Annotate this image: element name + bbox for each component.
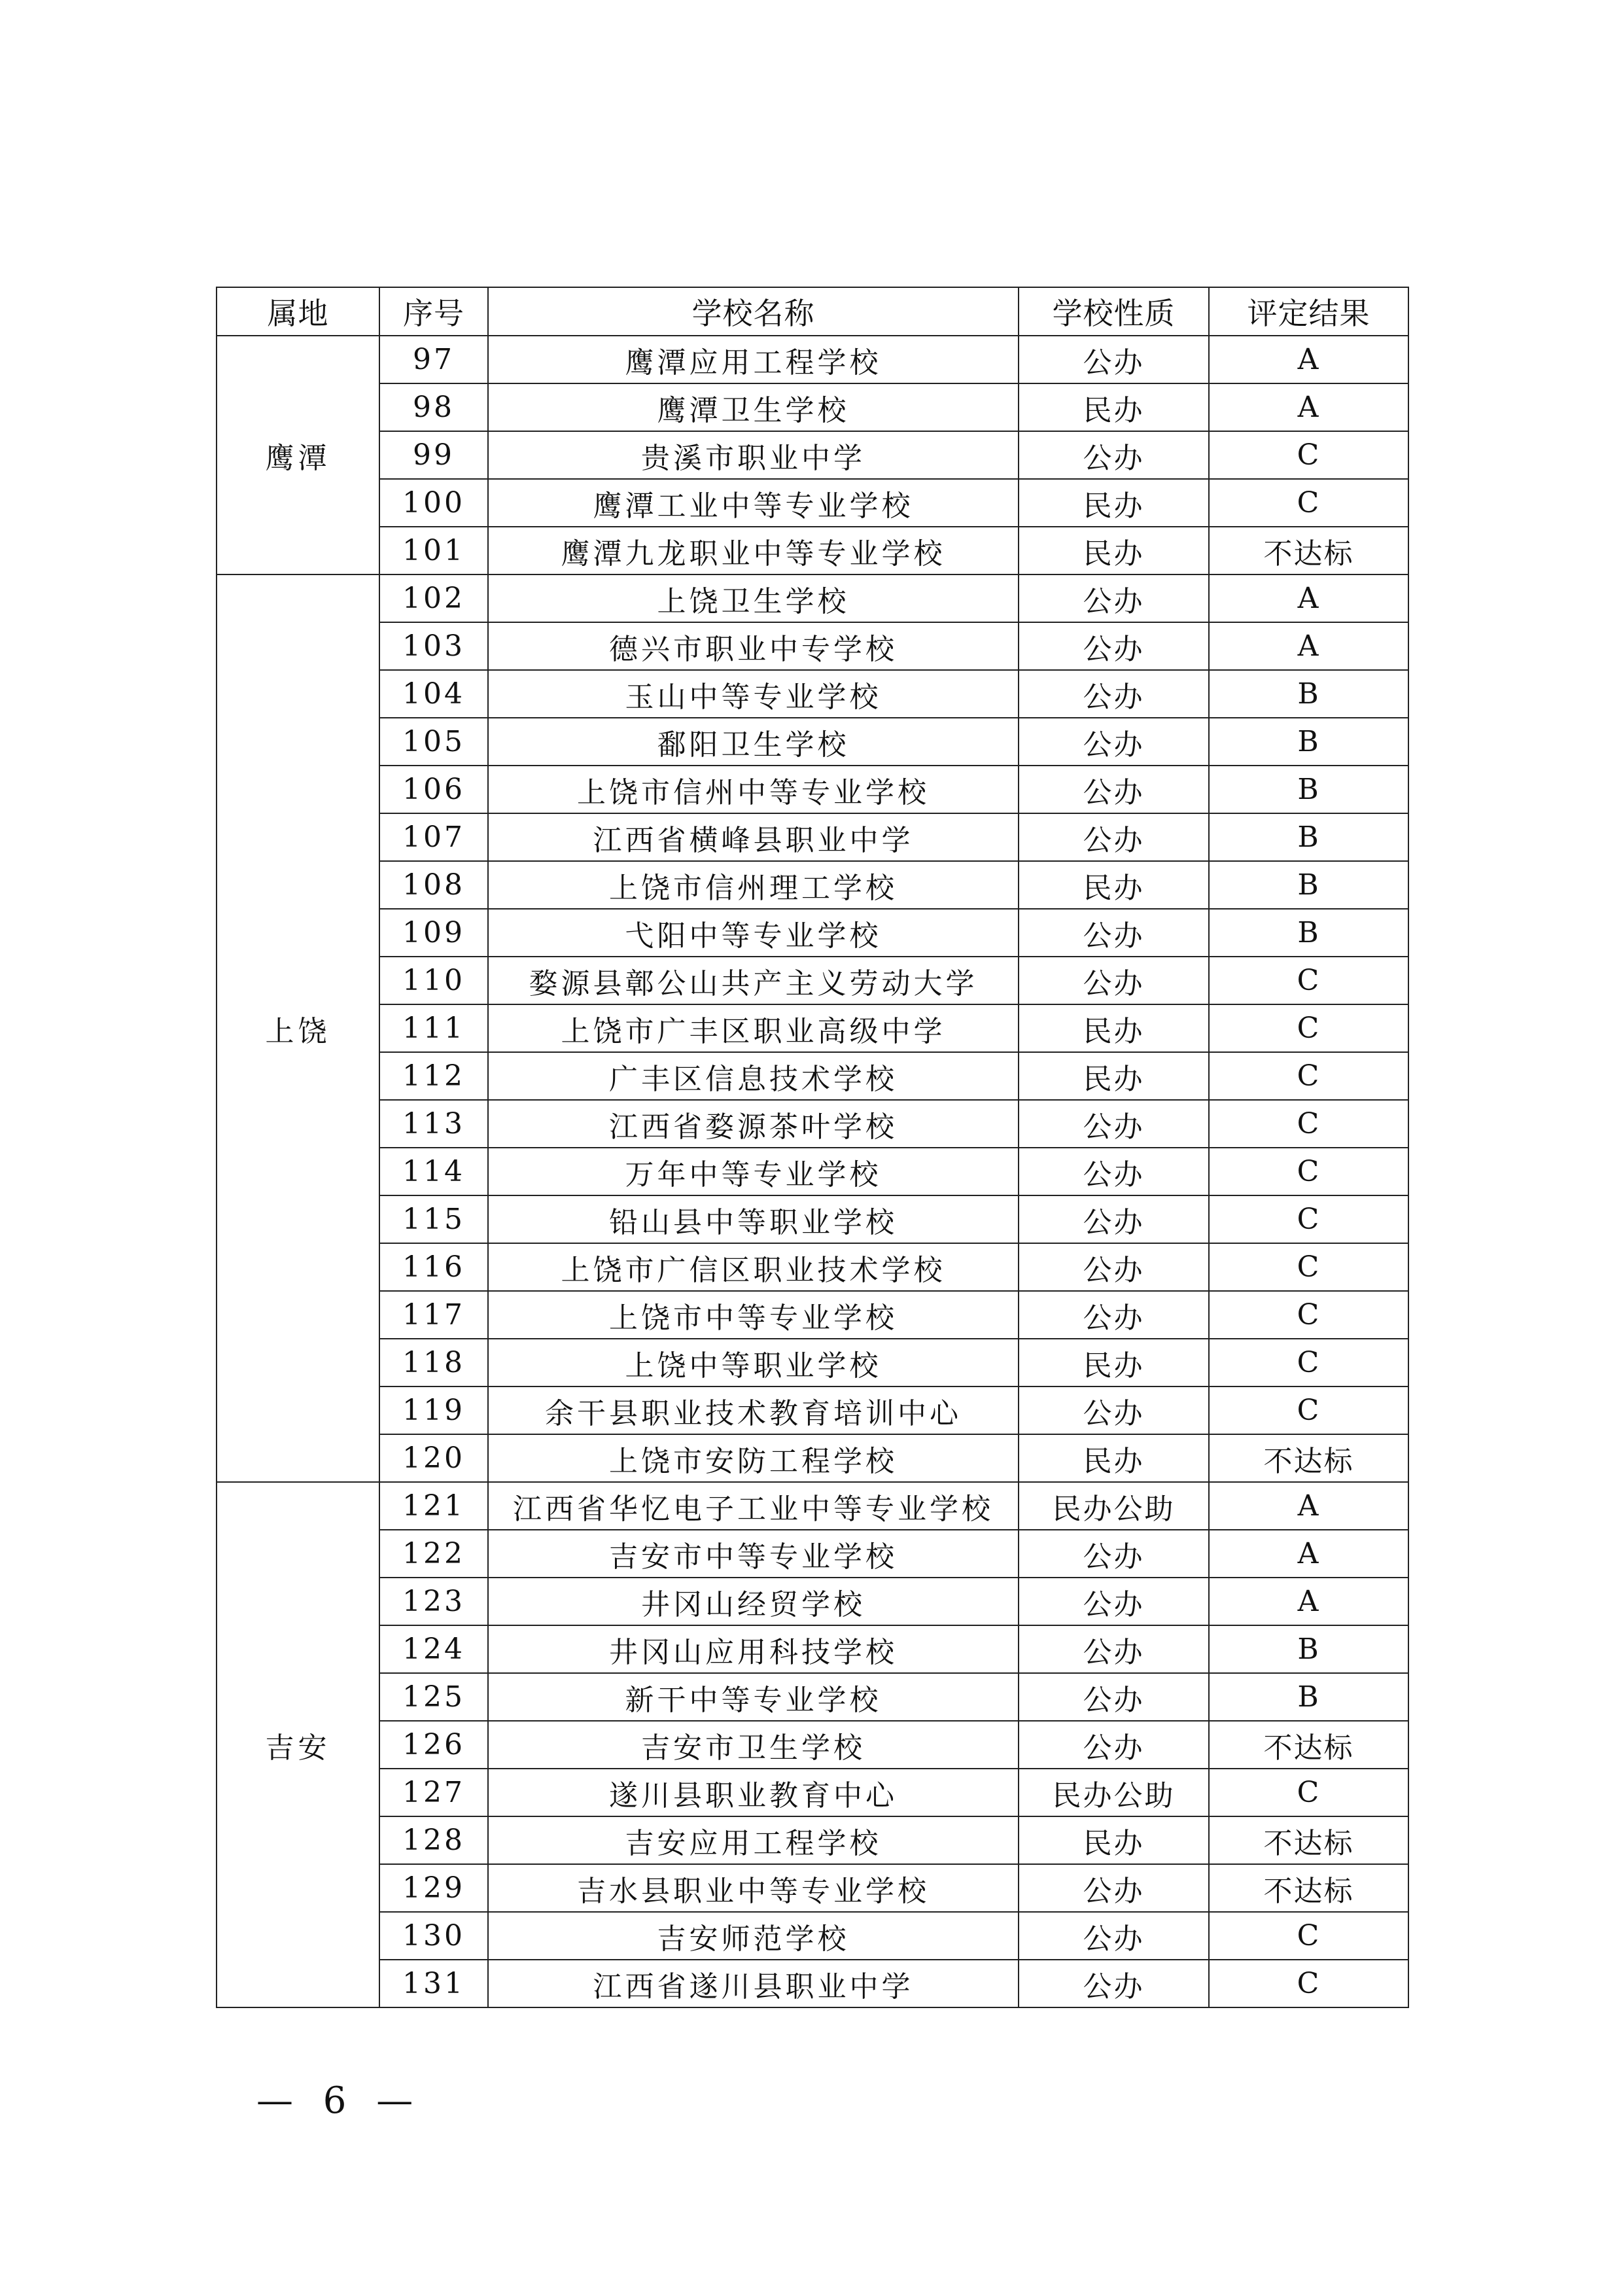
school-name-cell: 鄱阳卫生学校 xyxy=(488,718,1019,766)
school-name-cell: 吉安师范学校 xyxy=(488,1912,1019,1960)
school-type-cell: 公办 xyxy=(1019,1960,1209,2007)
school-type-cell: 民办 xyxy=(1019,1052,1209,1100)
seq-cell: 102 xyxy=(379,574,488,622)
school-name-cell: 吉安应用工程学校 xyxy=(488,1816,1019,1864)
seq-cell: 111 xyxy=(379,1004,488,1052)
table-row xyxy=(217,383,1408,431)
school-type-cell: 公办 xyxy=(1019,1721,1209,1769)
school-type-cell: 民办 xyxy=(1019,1339,1209,1386)
school-type-cell: 公办 xyxy=(1019,1625,1209,1673)
seq-cell: 98 xyxy=(379,383,488,431)
region-cell: 鹰潭 xyxy=(217,336,379,574)
school-name-cell: 江西省华忆电子工业中等专业学校 xyxy=(488,1482,1019,1530)
result-cell: C xyxy=(1209,1339,1408,1386)
seq-cell: 116 xyxy=(379,1243,488,1291)
region-cell: 吉安 xyxy=(217,1482,379,2007)
school-type-cell: 公办 xyxy=(1019,336,1209,383)
seq-cell: 113 xyxy=(379,1100,488,1148)
result-cell: B xyxy=(1209,813,1408,861)
school-type-cell: 公办 xyxy=(1019,909,1209,957)
school-evaluation-table xyxy=(216,287,1409,2008)
result-cell: A xyxy=(1209,574,1408,622)
table-row xyxy=(217,1386,1408,1434)
seq-cell: 117 xyxy=(379,1291,488,1339)
seq-cell: 121 xyxy=(379,1482,488,1530)
school-type-cell: 公办 xyxy=(1019,1386,1209,1434)
table-row xyxy=(217,813,1408,861)
school-type-cell: 民办 xyxy=(1019,527,1209,574)
school-type-cell: 公办 xyxy=(1019,813,1209,861)
school-type-cell: 公办 xyxy=(1019,1100,1209,1148)
seq-cell: 110 xyxy=(379,957,488,1004)
table-row xyxy=(217,1004,1408,1052)
school-name-cell: 鹰潭应用工程学校 xyxy=(488,336,1019,383)
table-row xyxy=(217,1673,1408,1721)
school-type-cell: 公办 xyxy=(1019,718,1209,766)
table-row xyxy=(217,1434,1408,1482)
table-row xyxy=(217,622,1408,670)
table-row xyxy=(217,861,1408,909)
school-name-cell: 德兴市职业中专学校 xyxy=(488,622,1019,670)
school-name-cell: 江西省横峰县职业中学 xyxy=(488,813,1019,861)
school-name-cell: 鹰潭九龙职业中等专业学校 xyxy=(488,527,1019,574)
seq-cell: 123 xyxy=(379,1578,488,1625)
header-result: 评定结果 xyxy=(1209,287,1408,336)
result-cell: B xyxy=(1209,1625,1408,1673)
school-type-cell: 公办 xyxy=(1019,1912,1209,1960)
table-row xyxy=(217,1052,1408,1100)
school-type-cell: 公办 xyxy=(1019,1148,1209,1195)
result-cell: 不达标 xyxy=(1209,1816,1408,1864)
table-row xyxy=(217,1243,1408,1291)
school-type-cell: 民办公助 xyxy=(1019,1769,1209,1816)
school-name-cell: 上饶卫生学校 xyxy=(488,574,1019,622)
school-name-cell: 吉水县职业中等专业学校 xyxy=(488,1864,1019,1912)
table-row xyxy=(217,1148,1408,1195)
school-name-cell: 玉山中等专业学校 xyxy=(488,670,1019,718)
school-type-cell: 公办 xyxy=(1019,1530,1209,1578)
table-row xyxy=(217,670,1408,718)
table-row xyxy=(217,718,1408,766)
header-region: 属地 xyxy=(217,287,379,336)
result-cell: C xyxy=(1209,1960,1408,2007)
result-cell: C xyxy=(1209,1004,1408,1052)
school-name-cell: 鹰潭卫生学校 xyxy=(488,383,1019,431)
table-row xyxy=(217,527,1408,574)
school-type-cell: 公办 xyxy=(1019,1673,1209,1721)
seq-cell: 105 xyxy=(379,718,488,766)
result-cell: C xyxy=(1209,1243,1408,1291)
header-school-type: 学校性质 xyxy=(1019,287,1209,336)
school-name-cell: 江西省遂川县职业中学 xyxy=(488,1960,1019,2007)
result-cell: A xyxy=(1209,1530,1408,1578)
school-type-cell: 公办 xyxy=(1019,431,1209,479)
table-row xyxy=(217,1816,1408,1864)
seq-cell: 103 xyxy=(379,622,488,670)
school-name-cell: 婺源县鄣公山共产主义劳动大学 xyxy=(488,957,1019,1004)
school-name-cell: 上饶市广丰区职业高级中学 xyxy=(488,1004,1019,1052)
school-name-cell: 上饶市广信区职业技术学校 xyxy=(488,1243,1019,1291)
result-cell: C xyxy=(1209,479,1408,527)
seq-cell: 126 xyxy=(379,1721,488,1769)
school-name-cell: 余干县职业技术教育培训中心 xyxy=(488,1386,1019,1434)
table-row xyxy=(217,1625,1408,1673)
seq-cell: 129 xyxy=(379,1864,488,1912)
result-cell: 不达标 xyxy=(1209,1864,1408,1912)
result-cell: B xyxy=(1209,766,1408,813)
school-name-cell: 上饶市安防工程学校 xyxy=(488,1434,1019,1482)
school-type-cell: 公办 xyxy=(1019,574,1209,622)
result-cell: C xyxy=(1209,1052,1408,1100)
seq-cell: 122 xyxy=(379,1530,488,1578)
table-row xyxy=(217,1339,1408,1386)
school-type-cell: 公办 xyxy=(1019,957,1209,1004)
table-row xyxy=(217,909,1408,957)
result-cell: 不达标 xyxy=(1209,1434,1408,1482)
table-row xyxy=(217,1291,1408,1339)
school-name-cell: 江西省婺源茶叶学校 xyxy=(488,1100,1019,1148)
seq-cell: 99 xyxy=(379,431,488,479)
school-type-cell: 公办 xyxy=(1019,670,1209,718)
school-type-cell: 民办 xyxy=(1019,479,1209,527)
seq-cell: 130 xyxy=(379,1912,488,1960)
result-cell: B xyxy=(1209,718,1408,766)
seq-cell: 120 xyxy=(379,1434,488,1482)
result-cell: B xyxy=(1209,861,1408,909)
table-row xyxy=(217,1482,1408,1530)
school-name-cell: 弋阳中等专业学校 xyxy=(488,909,1019,957)
seq-cell: 115 xyxy=(379,1195,488,1243)
table-row xyxy=(217,1195,1408,1243)
school-type-cell: 民办 xyxy=(1019,1816,1209,1864)
result-cell: B xyxy=(1209,1673,1408,1721)
table-row xyxy=(217,479,1408,527)
result-cell: A xyxy=(1209,1578,1408,1625)
table-row xyxy=(217,957,1408,1004)
table-row xyxy=(217,766,1408,813)
region-cell: 上饶 xyxy=(217,574,379,1482)
table-row xyxy=(217,1100,1408,1148)
school-name-cell: 井冈山应用科技学校 xyxy=(488,1625,1019,1673)
result-cell: C xyxy=(1209,1100,1408,1148)
seq-cell: 125 xyxy=(379,1673,488,1721)
school-type-cell: 公办 xyxy=(1019,1864,1209,1912)
page-number: — 6 — xyxy=(256,2079,423,2122)
seq-cell: 107 xyxy=(379,813,488,861)
school-name-cell: 上饶中等职业学校 xyxy=(488,1339,1019,1386)
seq-cell: 104 xyxy=(379,670,488,718)
result-cell: C xyxy=(1209,1291,1408,1339)
table-row xyxy=(217,1721,1408,1769)
seq-cell: 131 xyxy=(379,1960,488,2007)
school-name-cell: 上饶市信州理工学校 xyxy=(488,861,1019,909)
school-type-cell: 公办 xyxy=(1019,622,1209,670)
seq-cell: 127 xyxy=(379,1769,488,1816)
table-row xyxy=(217,574,1408,622)
seq-cell: 118 xyxy=(379,1339,488,1386)
table-row xyxy=(217,1530,1408,1578)
school-name-cell: 遂川县职业教育中心 xyxy=(488,1769,1019,1816)
seq-cell: 109 xyxy=(379,909,488,957)
school-name-cell: 贵溪市职业中学 xyxy=(488,431,1019,479)
header-school-name: 学校名称 xyxy=(488,287,1019,336)
table-row xyxy=(217,1578,1408,1625)
table-body xyxy=(217,336,1408,2007)
result-cell: B xyxy=(1209,909,1408,957)
seq-cell: 106 xyxy=(379,766,488,813)
school-name-cell: 万年中等专业学校 xyxy=(488,1148,1019,1195)
result-cell: C xyxy=(1209,957,1408,1004)
seq-cell: 101 xyxy=(379,527,488,574)
school-type-cell: 公办 xyxy=(1019,1578,1209,1625)
table-row xyxy=(217,1960,1408,2007)
result-cell: C xyxy=(1209,1386,1408,1434)
result-cell: A xyxy=(1209,383,1408,431)
school-name-cell: 吉安市卫生学校 xyxy=(488,1721,1019,1769)
seq-cell: 97 xyxy=(379,336,488,383)
school-type-cell: 民办 xyxy=(1019,1004,1209,1052)
seq-cell: 112 xyxy=(379,1052,488,1100)
seq-cell: 124 xyxy=(379,1625,488,1673)
school-name-cell: 井冈山经贸学校 xyxy=(488,1578,1019,1625)
table-row xyxy=(217,1769,1408,1816)
seq-cell: 114 xyxy=(379,1148,488,1195)
seq-cell: 119 xyxy=(379,1386,488,1434)
table-row xyxy=(217,1864,1408,1912)
result-cell: A xyxy=(1209,1482,1408,1530)
table-header-row xyxy=(217,287,1408,336)
result-cell: A xyxy=(1209,336,1408,383)
seq-cell: 128 xyxy=(379,1816,488,1864)
school-type-cell: 公办 xyxy=(1019,1195,1209,1243)
seq-cell: 100 xyxy=(379,479,488,527)
school-name-cell: 吉安市中等专业学校 xyxy=(488,1530,1019,1578)
table-row xyxy=(217,336,1408,383)
school-type-cell: 民办 xyxy=(1019,861,1209,909)
school-name-cell: 新干中等专业学校 xyxy=(488,1673,1019,1721)
header-seq: 序号 xyxy=(379,287,488,336)
table-row xyxy=(217,1912,1408,1960)
result-cell: 不达标 xyxy=(1209,527,1408,574)
school-name-cell: 上饶市中等专业学校 xyxy=(488,1291,1019,1339)
result-cell: B xyxy=(1209,670,1408,718)
result-cell: C xyxy=(1209,1148,1408,1195)
table-row xyxy=(217,431,1408,479)
result-cell: A xyxy=(1209,622,1408,670)
result-cell: C xyxy=(1209,1195,1408,1243)
school-type-cell: 民办公助 xyxy=(1019,1482,1209,1530)
result-cell: C xyxy=(1209,1769,1408,1816)
result-cell: 不达标 xyxy=(1209,1721,1408,1769)
school-type-cell: 民办 xyxy=(1019,383,1209,431)
school-name-cell: 鹰潭工业中等专业学校 xyxy=(488,479,1019,527)
school-type-cell: 公办 xyxy=(1019,766,1209,813)
school-type-cell: 公办 xyxy=(1019,1291,1209,1339)
seq-cell: 108 xyxy=(379,861,488,909)
school-name-cell: 铅山县中等职业学校 xyxy=(488,1195,1019,1243)
school-type-cell: 民办 xyxy=(1019,1434,1209,1482)
school-name-cell: 广丰区信息技术学校 xyxy=(488,1052,1019,1100)
result-cell: C xyxy=(1209,1912,1408,1960)
school-name-cell: 上饶市信州中等专业学校 xyxy=(488,766,1019,813)
result-cell: C xyxy=(1209,431,1408,479)
school-type-cell: 公办 xyxy=(1019,1243,1209,1291)
